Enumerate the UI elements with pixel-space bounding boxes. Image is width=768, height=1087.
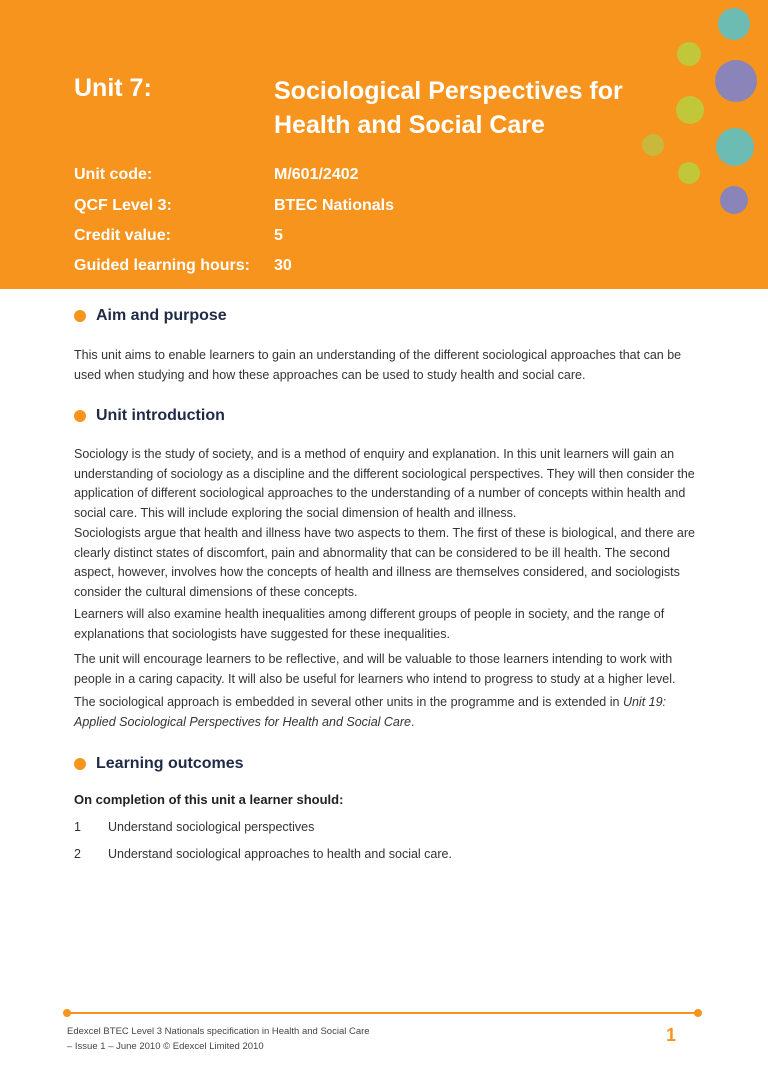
intro-paragraph-3: Learners will also examine health inequalities among different groups of people in society, and the range of explanations that sociologists have suggested for these inequalities.	[74, 607, 665, 641]
outcomes-heading-text: Learning outcomes	[96, 755, 244, 772]
intro-paragraph-2: Sociologists argue that health and illness have two aspects to them. The first of these is biological, and there are clearly distinct states of discomfort, pain and abnormality that can be considered to be ill health. The second aspect, however, involves how the concepts of health and illness are themselves considered, and sociologists consider the cultural dimensions of these concepts.	[74, 526, 695, 599]
footer-line-1: Edexcel BTEC Level 3 Nationals specification in Health and Social Care	[67, 1026, 370, 1037]
decorative-dot	[677, 42, 701, 66]
decorative-dot	[718, 8, 750, 40]
unit-19-reference: Unit 19: Applied Sociological Perspectives for Health and Social Care	[74, 695, 667, 729]
decorative-dot	[715, 60, 757, 102]
footer-line-2: – Issue 1 – June 2010 © Edexcel Limited 2010	[67, 1041, 264, 1052]
unit-number: Unit 7:	[74, 74, 152, 102]
outcome-number: 2	[74, 847, 81, 861]
aim-heading	[74, 307, 227, 325]
credit-value-value: 5	[274, 227, 283, 244]
intro-heading-text: Unit introduction	[96, 407, 225, 424]
footer-dot-right	[694, 1009, 702, 1017]
outcome-number: 1	[74, 820, 81, 834]
glh-value: 30	[274, 257, 292, 274]
intro-paragraph-5	[74, 693, 704, 732]
intro-paragraph-1: Sociology is the study of society, and is a method of enquiry and explanation. In this unit learners will gain an understanding of sociology as a discipline and the different sociological perspectives. They will then consider the application of different sociological approaches to the understanding of a number of concepts within health and social care. This will include exploring the social dimension of health and illness.	[74, 447, 695, 520]
decorative-dot	[678, 162, 700, 184]
outcomes-intro: On completion of this unit a learner should:	[74, 792, 344, 807]
intro-paragraph-5-end: .	[411, 714, 415, 729]
qcf-level-value: BTEC Nationals	[274, 197, 395, 214]
outcome-item	[74, 847, 452, 861]
intro-paragraph-4: The unit will encourage learners to be reflective, and will be valuable to those learners intending to work with people in a caring capacity. It will also be useful for learners who intend to progress to study at a higher level.	[74, 652, 676, 686]
outcome-item	[74, 820, 314, 834]
footer-text	[67, 1024, 370, 1054]
intro-paragraph-5-start: The sociological approach is embedded in several other units in the programme and is extended in	[74, 695, 623, 709]
page-number: 1	[666, 1025, 677, 1045]
header-banner	[0, 0, 768, 289]
aim-paragraph: This unit aims to enable learners to gain an understanding of the different sociological approaches that can be used when studying and how these approaches can be used to study health and social care.	[74, 348, 682, 382]
aim-heading-text: Aim and purpose	[96, 307, 227, 324]
intro-heading	[74, 407, 225, 425]
bullet-icon	[74, 410, 86, 422]
decorative-dot	[716, 128, 754, 166]
unit-title-line1: Sociological Perspectives for	[274, 77, 623, 105]
outcome-text: Understand sociological approaches to health and social care.	[108, 847, 452, 861]
bullet-icon	[74, 758, 86, 770]
bullet-icon	[74, 310, 86, 322]
outcomes-heading	[74, 755, 244, 773]
glh-label: Guided learning hours:	[74, 257, 251, 274]
unit-title-line2: Health and Social Care	[274, 111, 545, 139]
unit-title	[274, 74, 714, 142]
unit-code-value: M/601/2402	[274, 166, 359, 183]
footer-rule	[67, 1012, 698, 1014]
qcf-level-label: QCF Level 3:	[74, 197, 172, 214]
unit-code-label: Unit code:	[74, 166, 153, 183]
outcome-text: Understand sociological perspectives	[108, 820, 315, 834]
credit-value-label: Credit value:	[74, 227, 171, 244]
decorative-dot	[720, 186, 748, 214]
